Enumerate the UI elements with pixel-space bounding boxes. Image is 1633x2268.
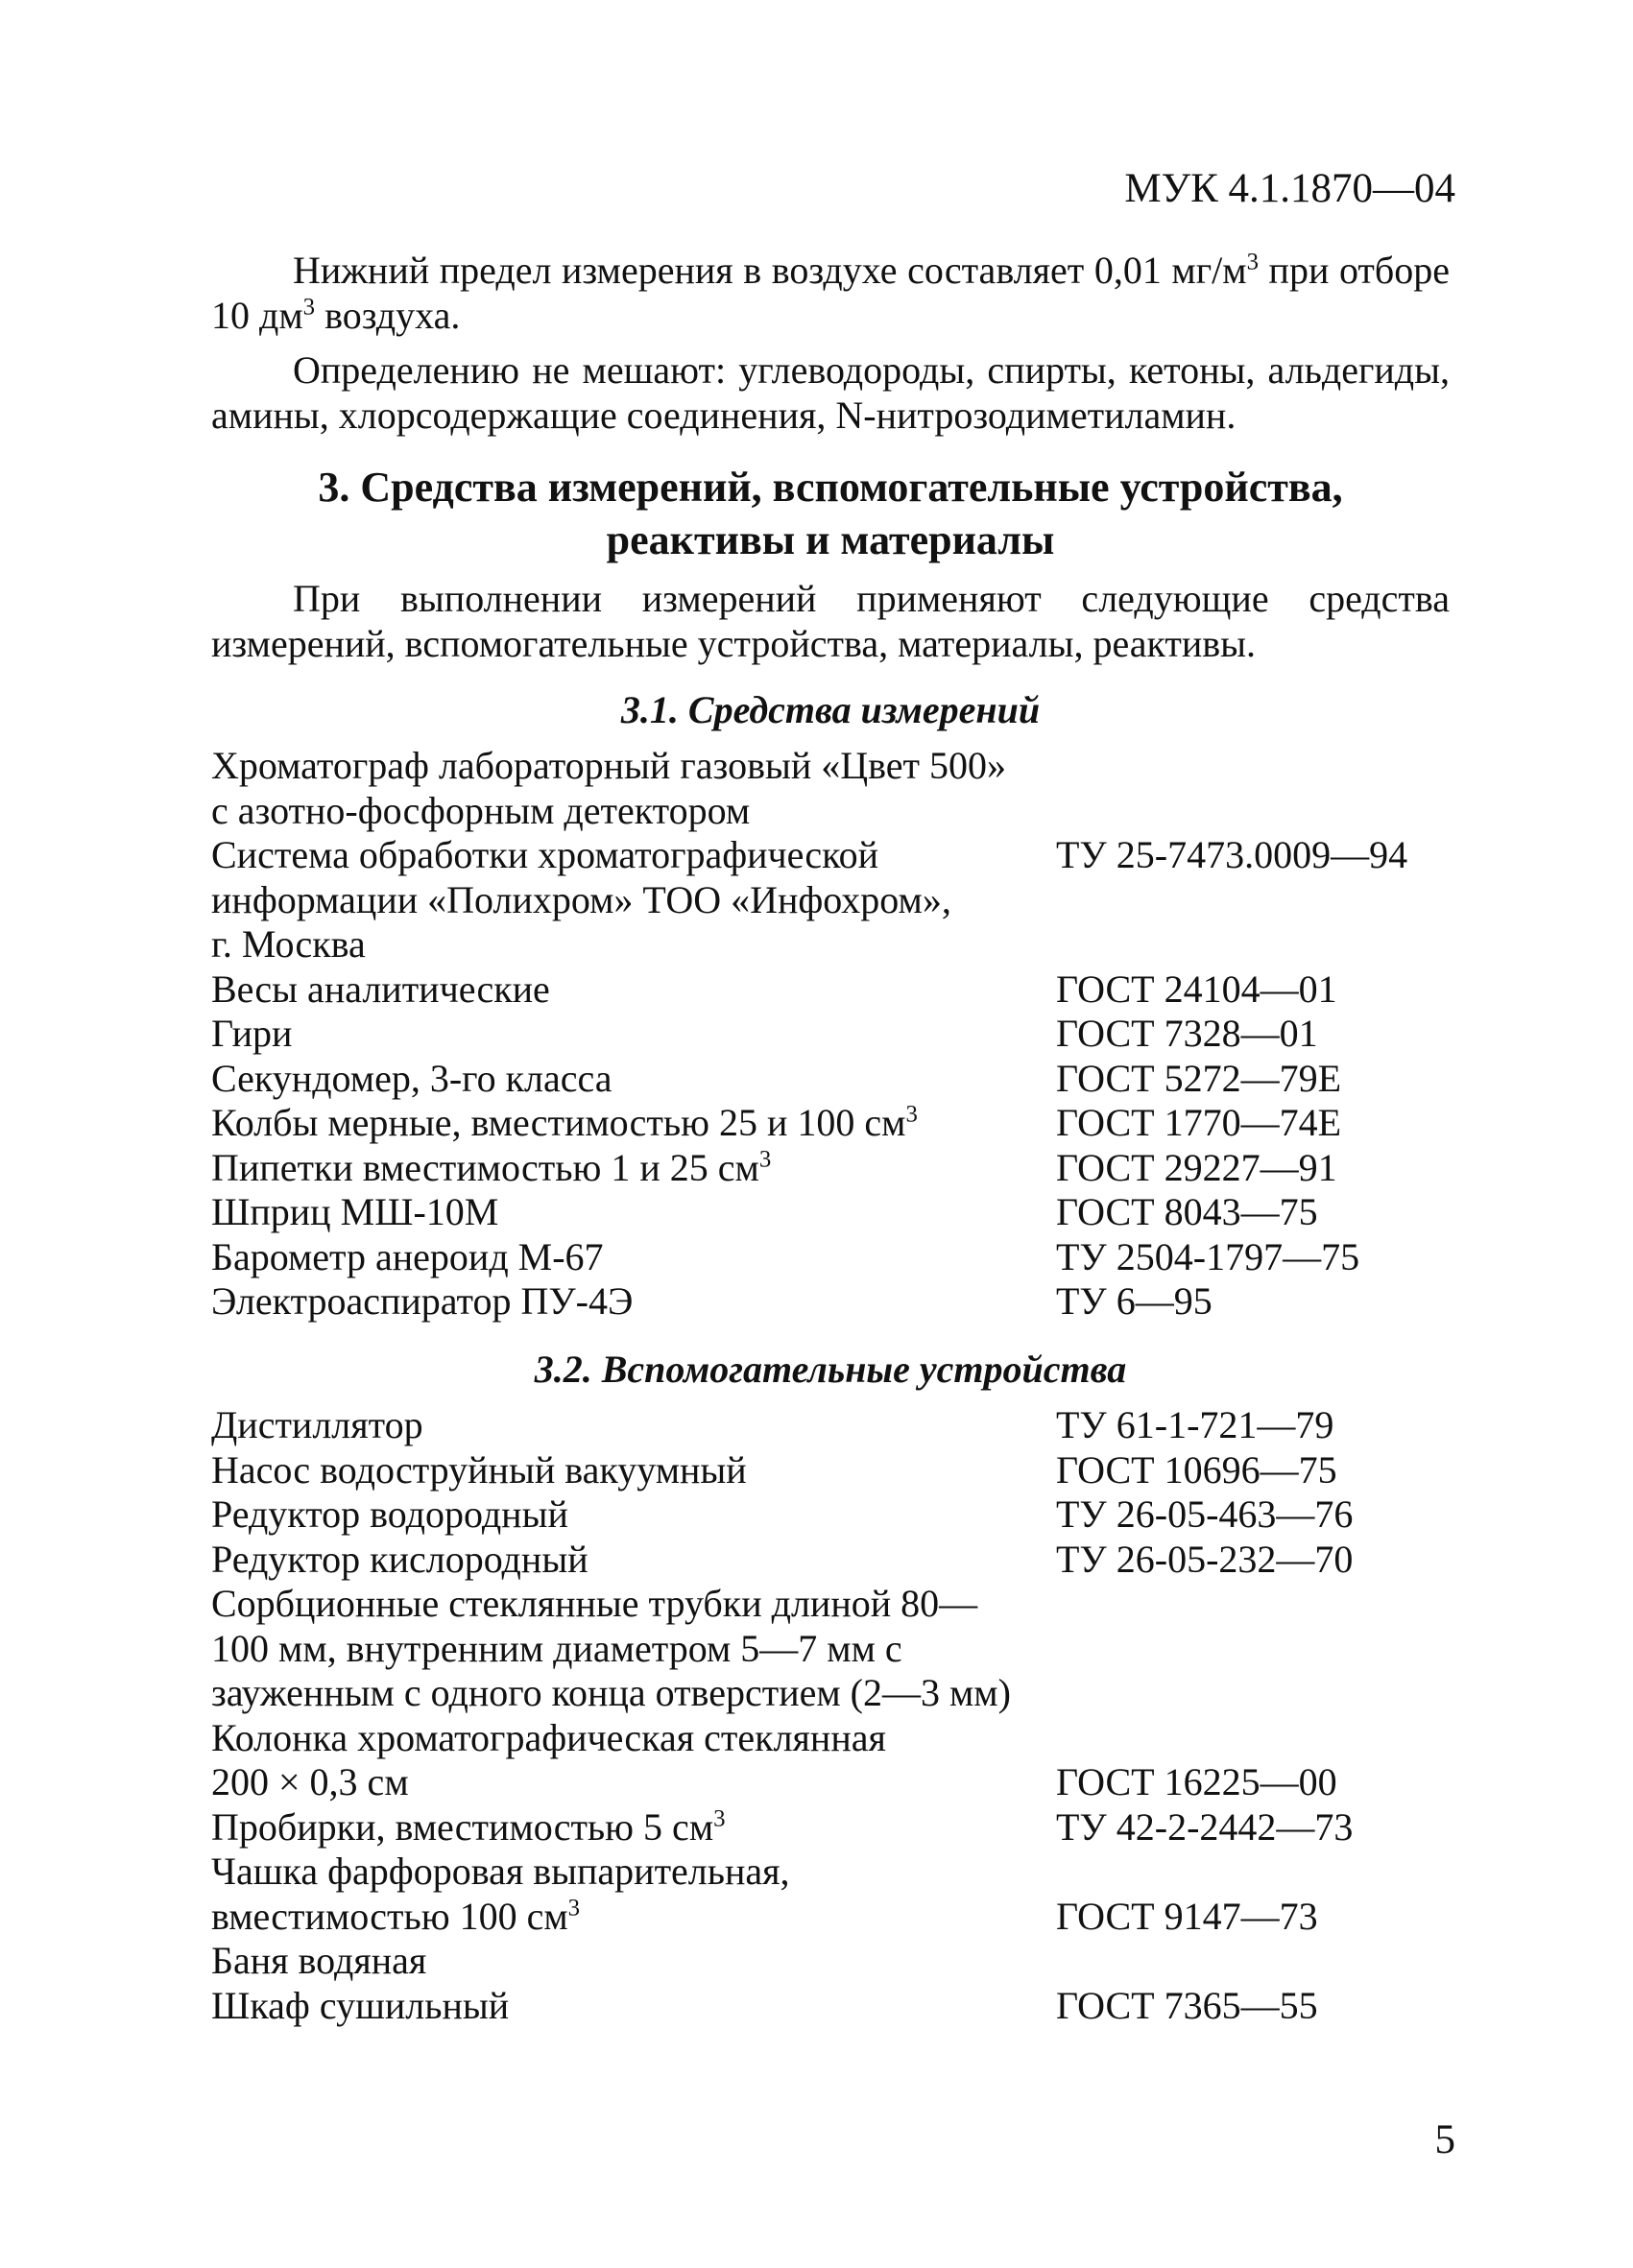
list-item xyxy=(211,1448,1478,1493)
section-title xyxy=(211,461,1450,566)
item-name: Система обработки хроматографической информации «Полихром» ТОО «Инфохром», г. Москва xyxy=(211,833,951,966)
item-standard: ТУ 2504-1797—75 xyxy=(1056,1234,1360,1278)
item-name: Барометр анероид М-67 xyxy=(211,1234,604,1278)
item-name: Пробирки, вместимостью 5 $см^3$ xyxy=(211,1804,726,1849)
list-item xyxy=(211,1057,1478,1102)
item-name: Секундомер, 3-го класса xyxy=(211,1056,612,1100)
paragraph-no-interference: Определению не мешают: углеводороды, спирты, кетоны, альдегиды, амины, хлорсодержащие соединения, N-нитрозодиметиламин. xyxy=(211,348,1450,437)
list-item xyxy=(211,744,1478,833)
item-standard: ГОСТ 7328—01 xyxy=(1056,1012,1318,1055)
measuring-instruments-list xyxy=(211,744,1478,1325)
item-standard: ТУ 26-05-232—70 xyxy=(1056,1537,1354,1581)
document-code: МУК 4.1.1870—04 xyxy=(1124,166,1455,211)
paragraph-lower-limit: Нижний предел измерения в воздухе составляет 0,01 $мг/м^3$ при отборе 10 $дм^3$ воздуха. xyxy=(211,249,1451,337)
list-item xyxy=(211,1235,1478,1280)
item-name: Редуктор водородный xyxy=(211,1492,568,1536)
item-name: Гири xyxy=(211,1012,293,1055)
list-item xyxy=(211,1939,1478,1984)
item-name: Колбы мерные, вместимостью 25 и 100 $см^3$ xyxy=(211,1101,918,1144)
list-item xyxy=(211,1716,1478,1805)
list-item xyxy=(211,967,1478,1013)
item-name: Пипетки вместимостью 1 и 25 $см^3$ xyxy=(211,1145,772,1189)
subsection-title-measuring: 3.1. Средства измерений xyxy=(620,688,1041,731)
item-name: Дистиллятор xyxy=(211,1403,423,1446)
item-name: Шкаф сушильный xyxy=(211,1983,510,2027)
item-name: Колонка хроматографическая стеклянная 200 × 0,3 см xyxy=(211,1715,886,1803)
item-standard: ГОСТ 16225—00 xyxy=(1056,1760,1337,1803)
item-name: Электроаспиратор ПУ-4Э xyxy=(211,1279,634,1323)
item-name: Сорбционные стеклянные трубки длиной 80— 100 мм, внутренним диаметром 5—7 мм с зауженным с одного конца отверстием (2—3 мм) xyxy=(211,1582,1011,1714)
item-standard: ГОСТ 29227—91 xyxy=(1056,1145,1337,1189)
item-standard: ГОСТ 9147—73 xyxy=(1056,1894,1318,1938)
item-name: Весы аналитические xyxy=(211,967,550,1011)
subsection-title-auxiliary: 3.2. Вспомогательные устройства xyxy=(534,1348,1127,1391)
list-item xyxy=(211,833,1478,967)
list-item xyxy=(211,1492,1478,1538)
paragraph-intro: При выполнении измерений применяют следующие средства измерений, вспомогательные устройства, материалы, реактивы. xyxy=(211,577,1450,665)
page-number: 5 xyxy=(1434,2117,1455,2162)
item-standard: ГОСТ 10696—75 xyxy=(1056,1447,1337,1492)
list-item xyxy=(211,1101,1478,1146)
auxiliary-devices-list xyxy=(211,1403,1478,2028)
section-title-line-1: 3. Средства измерений, вспомогательные устройства, xyxy=(318,464,1343,511)
list-item xyxy=(211,1403,1478,1448)
item-standard: ГОСТ 8043—75 xyxy=(1056,1190,1318,1233)
item-name: Шприц МШ-10М xyxy=(211,1190,499,1233)
list-item xyxy=(211,1279,1478,1325)
item-standard: ГОСТ 24104—01 xyxy=(1056,967,1337,1011)
list-item xyxy=(211,1538,1478,1583)
item-standard: ГОСТ 5272—79Е xyxy=(1056,1056,1342,1100)
list-item xyxy=(211,1146,1478,1191)
item-name: Баня водяная xyxy=(211,1939,427,1982)
item-name: Насос водоструйный вакуумный xyxy=(211,1447,747,1492)
item-standard: ТУ 42-2-2442—73 xyxy=(1056,1804,1354,1849)
list-item xyxy=(211,1984,1478,2029)
item-standard: ТУ 6—95 xyxy=(1056,1279,1213,1323)
item-name: Чашка фарфоровая выпарительная, вместимостью 100 $см^3$ xyxy=(211,1850,790,1938)
item-standard: ГОСТ 7365—55 xyxy=(1056,1983,1318,2027)
item-standard: ТУ 25-7473.0009—94 xyxy=(1056,833,1408,876)
list-item xyxy=(211,1582,1478,1716)
list-item xyxy=(211,1012,1478,1057)
item-name: Редуктор кислородный xyxy=(211,1537,588,1581)
section-title-line-2: реактивы и материалы xyxy=(606,516,1055,563)
item-standard: ТУ 61-1-721—79 xyxy=(1056,1403,1334,1446)
list-item xyxy=(211,1805,1478,1850)
list-item xyxy=(211,1190,1478,1235)
item-standard: ТУ 26-05-463—76 xyxy=(1056,1492,1354,1536)
item-name: Хроматограф лабораторный газовый «Цвет 500» с азотно-фосфорным детектором xyxy=(211,744,1007,832)
list-item xyxy=(211,1850,1478,1939)
item-standard: ГОСТ 1770—74Е xyxy=(1056,1101,1342,1144)
